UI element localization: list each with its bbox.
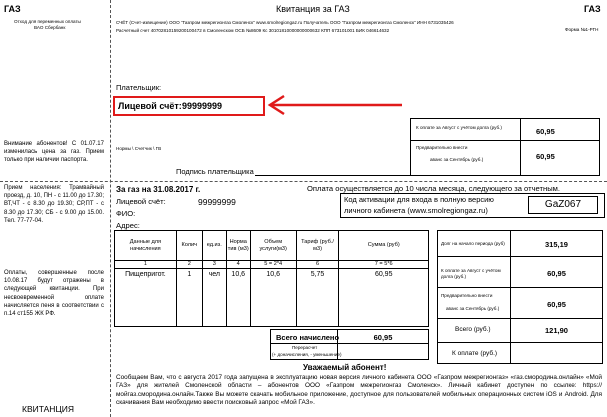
advance-label: Предварительно внести [441, 293, 493, 298]
left-note-1: Внимание абонентов! С 01.07.17 изменилась цена за газ. Прием только при наличии паспорта. [4, 141, 104, 164]
activation-code: GaZ067 [544, 199, 582, 210]
top-advance-label-2: аванс за Сентябрь (руб.) [430, 157, 484, 162]
col-header: Данные для начисления [115, 231, 177, 261]
top-pay-value: 60,95 [536, 127, 555, 136]
index-cell: 1 [115, 261, 177, 269]
service-volume: 10,6 [250, 269, 296, 327]
service-sum: 60,95 [339, 269, 429, 327]
activation-line-2: личного кабинета (www.smolregiongaz.ru) [344, 206, 488, 215]
index-cell: 5 = 2*4 [250, 261, 296, 269]
services-header-row [115, 231, 429, 261]
col-header: Объем услуги(м3) [250, 231, 296, 261]
address-label: Адрес: [116, 221, 140, 230]
receipt-label: КВИТАНЦИЯ [22, 404, 74, 414]
service-unit: чел [202, 269, 226, 327]
form-number: Форма №1-РГН [565, 27, 599, 32]
pay-value: 60,95 [547, 269, 566, 278]
index-cell: 4 [226, 261, 250, 269]
index-cell: 7 = 5*6 [339, 261, 429, 269]
col-header: Норма тив (м3) [226, 231, 250, 261]
payment-due-note: Оплата осуществляется до 10 числа месяца, следующего за отчетным. [307, 184, 560, 193]
top-advance-value: 60,95 [536, 152, 555, 161]
top-advance-label: Предварительно внести [416, 145, 468, 150]
header-right-title: ГАЗ [584, 4, 601, 14]
signature-line [255, 175, 410, 176]
table-row [115, 269, 429, 327]
pay-label: К оплате за Август с учётом долга (руб.) [441, 268, 501, 279]
cut-line [110, 0, 111, 417]
grand-total-label: Всего (руб.) [455, 326, 491, 333]
recalc-note: (+ доначисления, - уменьшение) [272, 352, 342, 357]
index-cell: 6 [296, 261, 339, 269]
left-note-2: Прием населения: Трамвайный проезд, д. 10, ПН - с 11.00 до 17.30; ВТ,ЧТ - с 8.30 до 19.30; СР,ПТ - с 8.30 до 17.30; СБ - с 9.00 до 15.00. Тел. 77-77-04. [4, 185, 104, 224]
total-accrued-value: 60,95 [373, 333, 393, 342]
total-accrued-label: Всего начислено [276, 333, 340, 342]
norms-label: Нормы \ Счетчик \ ГВ [116, 146, 162, 151]
service-qty: 1 [176, 269, 202, 327]
index-cell: 3 [202, 261, 226, 269]
header-left-sub2: ВАО Сбербанк [34, 25, 66, 30]
account-label-top: Лицевой счёт: [118, 101, 182, 111]
notice-body: Сообщаем Вам, что с августа 2017 года запущена в эксплуатацию новая версия личного кабинета ООО «Газпром межрегионгаз» «газ.смородина.онлайн» «Мой ГАЗ» для жителей Смоленской области – абонентов ООО «Газпром межрегионгаз Смоленск». Личный кабинет доступен по ссылке: https://мойгаз.смородина.онлайн.Также Вы можете скачать мобильное приложение, доступное для пользователей мобильных операционных систем iOS и Android. Для скачивания Вам необходимо ввести поисковый запрос «Мой ГАЗ». [116, 374, 602, 407]
account-number: 99999999 [198, 197, 236, 207]
activation-line-1: Код активации для входа в полную версию [344, 195, 494, 204]
service-name: Пищепригот. [115, 269, 177, 327]
tear-line [0, 181, 607, 182]
payer-label: Плательщик: [116, 83, 162, 92]
debt-label: Долг на начало периода (руб) [441, 241, 505, 246]
recipient-line-2: Расчетный счет 40702810159200100472 в Смоленском ОСБ №8609 Кс 30101810000000000632 КПП 673101001 БИК 046614632 [116, 28, 390, 33]
to-pay-label: К оплате (руб.) [452, 350, 498, 357]
grand-total-value: 121,90 [545, 326, 568, 335]
col-header: Сумма (руб) [339, 231, 429, 261]
advance-value: 60,95 [547, 300, 566, 309]
top-pay-label: К оплате за Август с учётом долга (руб.) [416, 125, 502, 130]
arrow-icon [264, 93, 404, 117]
recipient-line-1: СЧЁТ (Счет-извещение) ООО "Газпром межрегионгаз Смоленск" www.smolregiongaz.ru Получатель ООО "Газпром межрегионгаз Смоленск" ИНН 6731035426 [116, 20, 454, 25]
col-header: Тариф (руб./м3) [296, 231, 339, 261]
service-norm: 10,6 [226, 269, 250, 327]
header-center-title: Квитанция за ГАЗ [276, 4, 350, 14]
period-title: За газ на 31.08.2017 г. [116, 185, 201, 194]
recalc-label: Перерасчет [292, 345, 318, 350]
index-cell: 2 [176, 261, 202, 269]
account-number-top: 99999999 [182, 101, 223, 111]
fio-label: ФИО: [116, 209, 136, 218]
col-header: Колич [176, 231, 202, 261]
services-index-row [115, 261, 429, 269]
col-header: ед.из. [202, 231, 226, 261]
services-table [114, 230, 429, 327]
left-note-3: Оплаты, совершенные после 10.08.17 будут отражены в следующей квитанции. При несвоевременной оплате начисляется пеня в соответствии с п.14 ст155 ЖК РФ. [4, 270, 104, 318]
header-left-sub: Отход для переменных оплаты [14, 19, 81, 24]
service-tariff: 5,75 [296, 269, 339, 327]
debt-value: 315,19 [545, 240, 568, 249]
advance-label-2: аванс за Сентябрь (руб.) [446, 306, 500, 311]
header-left-title: ГАЗ [4, 4, 21, 14]
notice-title: Уважаемый абонент! [303, 363, 387, 372]
signature-label: Подпись плательщика [176, 167, 254, 176]
account-label: Лицевой счёт: [116, 197, 166, 206]
